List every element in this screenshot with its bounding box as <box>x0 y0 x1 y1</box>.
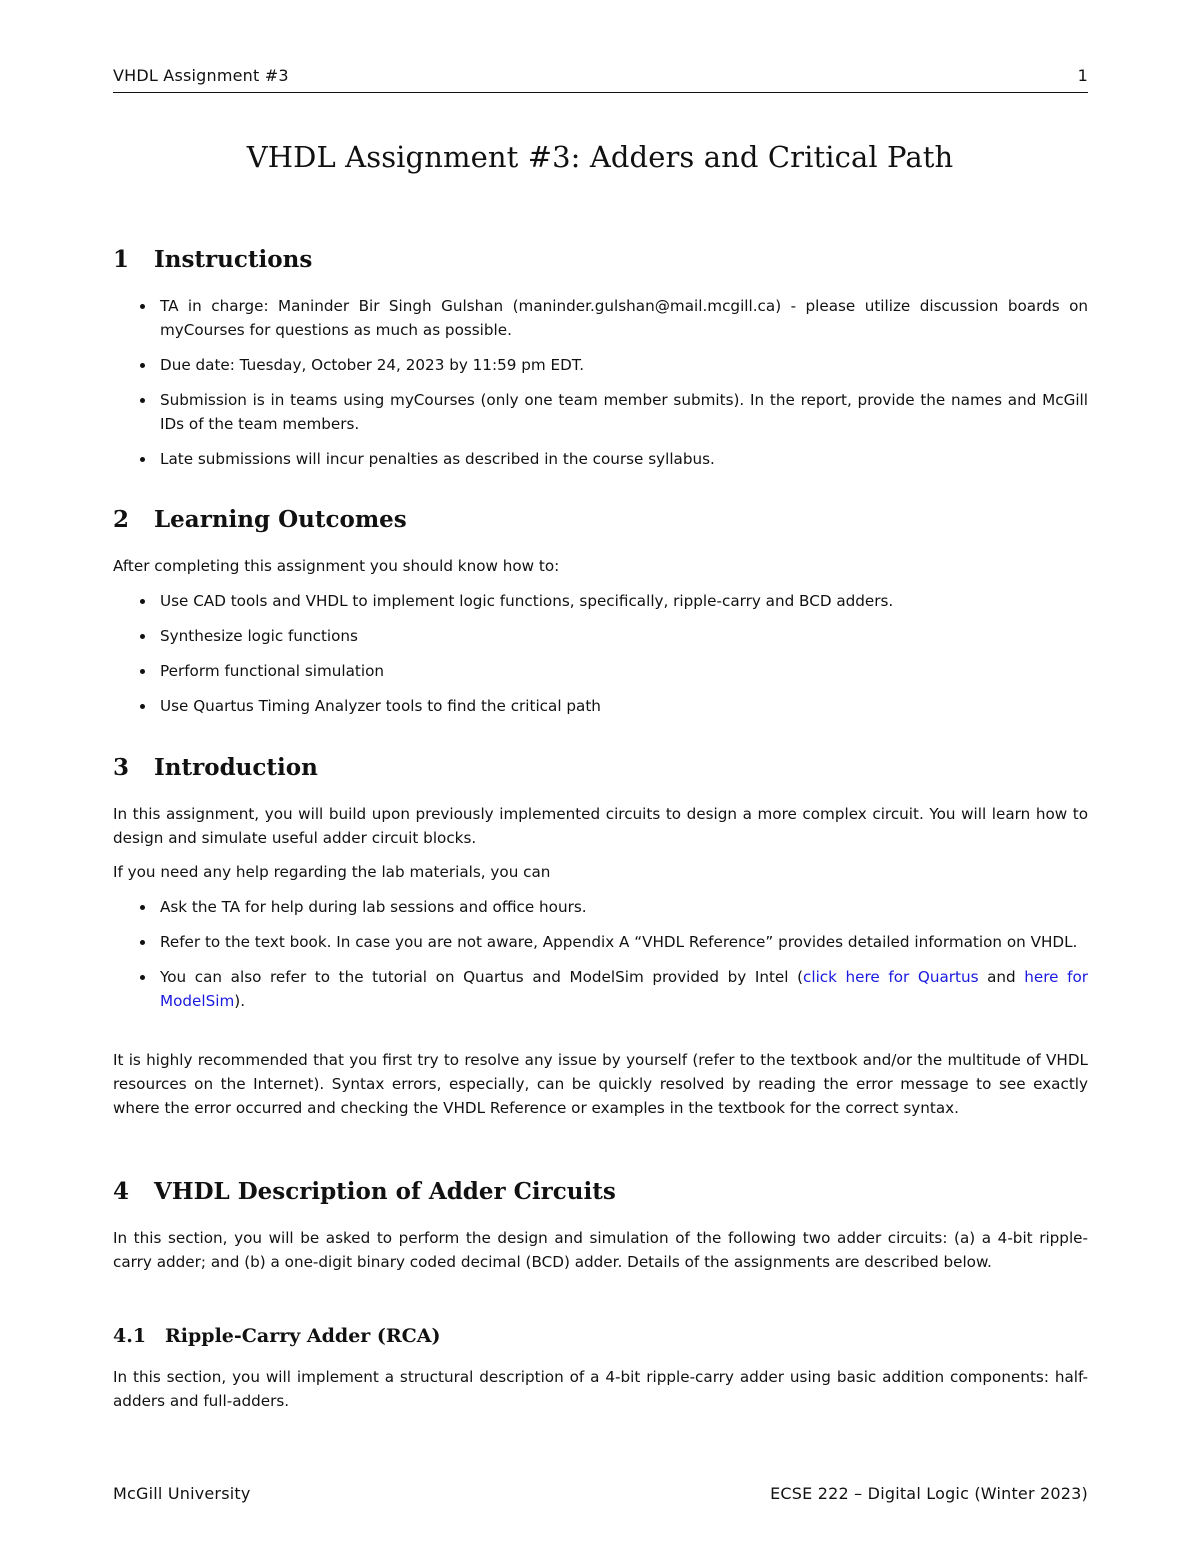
subsection-number: 4.1 <box>113 1325 147 1347</box>
rca-paragraph: In this section, you will implement a structural description of a 4-bit ripple-carry adder using basic addition components: half-adders and full-adders. <box>113 1368 1088 1410</box>
header-title: VHDL Assignment #3 <box>113 66 289 85</box>
instructions-list <box>113 294 1088 482</box>
list-item: Use CAD tools and VHDL to implement logic functions, specifically, ripple-carry and BCD adders. <box>113 589 1088 613</box>
subsection-title: Ripple-Carry Adder (RCA) <box>165 1325 441 1347</box>
section-title: VHDL Description of Adder Circuits <box>154 1178 616 1205</box>
introduction-paragraph-1: In this assignment, you will build upon previously implemented circuits to design a more complex circuit. You will learn how to design and simulate useful adder circuit blocks. <box>113 805 1088 847</box>
list-item: You can also refer to the tutorial on Quartus and ModelSim provided by Intel (click here for Quartus and here for ModelSim). <box>113 965 1088 1013</box>
list-item: Ask the TA for help during lab sessions and office hours. <box>113 895 1088 919</box>
list-item: Synthesize logic functions <box>113 624 1088 648</box>
list-item: Submission is in teams using myCourses (only one team member submits). In the report, provide the names and McGill IDs of the team members. <box>113 388 1088 436</box>
document-title: VHDL Assignment #3: Adders and Critical Path <box>246 140 954 174</box>
outcomes-intro: After completing this assignment you should know how to: <box>113 557 560 575</box>
section-number: 1 <box>113 246 130 273</box>
section-number: 4 <box>113 1178 130 1205</box>
bullet-icon <box>140 905 145 910</box>
bullet-icon <box>140 599 145 604</box>
section-title: Introduction <box>154 754 318 781</box>
section-number: 2 <box>113 506 130 533</box>
bullet-icon <box>140 363 145 368</box>
subsection-heading-rca <box>113 1325 441 1347</box>
list-item: Refer to the text book. In case you are not aware, Appendix A “VHDL Reference” provides detailed information on VHDL. <box>113 930 1088 954</box>
list-item: Perform functional simulation <box>113 659 1088 683</box>
bullet-icon <box>140 940 145 945</box>
bullet-icon <box>140 704 145 709</box>
footer-university: McGill University <box>113 1484 251 1503</box>
running-footer <box>113 1484 1088 1508</box>
footer-course: ECSE 222 – Digital Logic (Winter 2023) <box>770 1484 1088 1503</box>
introduction-paragraph-2: If you need any help regarding the lab materials, you can <box>113 863 551 881</box>
header-page-number: 1 <box>1077 66 1088 85</box>
section-heading-instructions <box>113 246 312 273</box>
list-item: Due date: Tuesday, October 24, 2023 by 11:59 pm EDT. <box>113 353 1088 377</box>
running-header <box>113 66 1088 93</box>
bullet-icon <box>140 398 145 403</box>
list-item: Use Quartus Timing Analyzer tools to find the critical path <box>113 694 1088 718</box>
section-heading-learning-outcomes <box>113 506 407 533</box>
section-number: 3 <box>113 754 130 781</box>
section-title: Learning Outcomes <box>154 506 407 533</box>
bullet-icon <box>140 669 145 674</box>
adder-circuits-paragraph: In this section, you will be asked to perform the design and simulation of the following two adder circuits: (a) a 4-bit ripple-carry adder; and (b) a one-digit binary coded decimal (BCD) adder. Details of the assignments are described below. <box>113 1229 1088 1271</box>
outcomes-list <box>113 589 1088 729</box>
list-item: TA in charge: Maninder Bir Singh Gulshan (maninder.gulshan@mail.mcgill.ca) - please utilize discussion boards on myCourses for questions as much as possible. <box>113 294 1088 342</box>
bullet-icon <box>140 634 145 639</box>
bullet-icon <box>140 304 145 309</box>
bullet-icon <box>140 975 145 980</box>
section-heading-adder-circuits <box>113 1178 616 1205</box>
list-item: Late submissions will incur penalties as described in the course syllabus. <box>113 447 1088 471</box>
modelsim-tutorial-link[interactable]: here for ModelSim <box>160 968 1088 1010</box>
introduction-paragraph-3: It is highly recommended that you first try to resolve any issue by yourself (refer to the textbook and/or the multitude of VHDL resources on the Internet). Syntax errors, especially, can be quickly resolved by reading the error message to see exactly where the error occurred and checking the VHDL Reference or examples in the textbook for the correct syntax. <box>113 1051 1088 1117</box>
help-list <box>113 895 1088 1024</box>
quartus-tutorial-link[interactable]: click here for Quartus <box>803 968 979 986</box>
bullet-icon <box>140 457 145 462</box>
section-heading-introduction <box>113 754 318 781</box>
section-title: Instructions <box>154 246 313 273</box>
